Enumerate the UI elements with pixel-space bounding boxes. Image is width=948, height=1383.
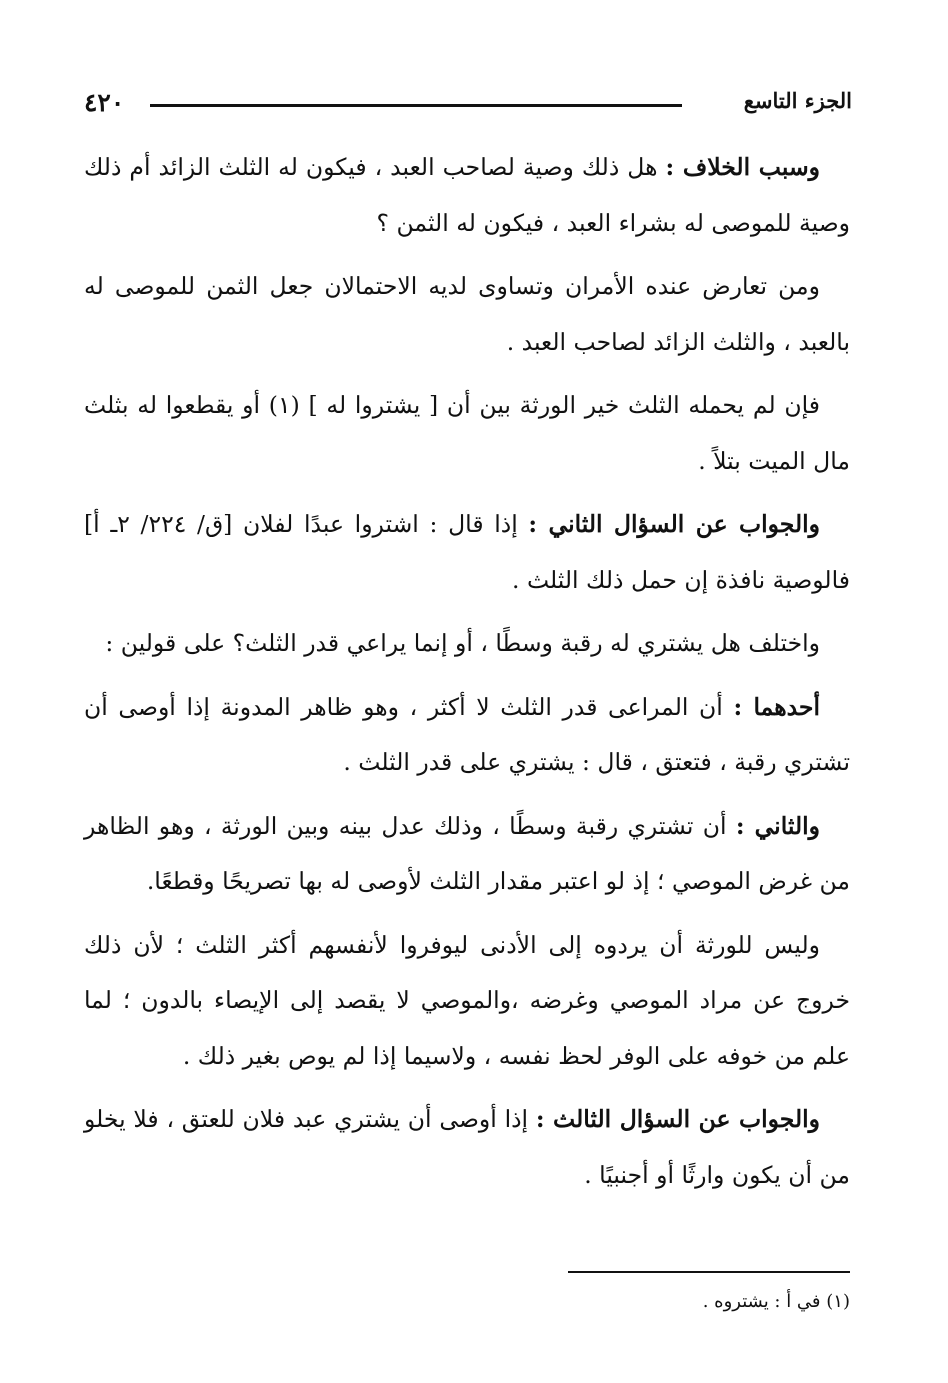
paragraph-text: واختلف هل يشتري له رقبة وسطًا ، أو إنما يراعي قدر الثلث؟ على قولين :	[105, 629, 820, 657]
paragraph-lead: والجواب عن السؤال الثاني :	[528, 510, 821, 538]
paragraph-lead: والجواب عن السؤال الثالث :	[535, 1105, 820, 1133]
paragraph	[84, 680, 850, 791]
paragraph-text: أن المراعى قدر الثلث لا أكثر ، وهو ظاهر المدونة إذا أوصى أن تشتري رقبة ، فتعتق ، قال : يشتري على قدر الثلث .	[84, 692, 850, 776]
page-number: ٤٢٠	[84, 88, 125, 117]
paragraph	[84, 1092, 850, 1203]
paragraph	[84, 140, 850, 251]
paragraph-text: ومن تعارض عنده الأمران وتساوى لديه الاحتمالان جعل الثمن للموصى له بالعبد ، والثلث الزائد لصاحب العبد .	[84, 272, 850, 356]
footnote-rule	[568, 1271, 850, 1273]
paragraph	[84, 799, 850, 910]
paragraph-lead: والثاني :	[735, 811, 820, 840]
paragraph-text: إذا أوصى أن يشتري عبد فلان للعتق ، فلا يخلو من أن يكون وارثًا أو أجنبيًا .	[84, 1105, 850, 1189]
paragraph-text: فإن لم يحمله الثلث خير الورثة بين أن [ يشتروا له ] (١) أو يقطعوا له بثلث مال الميت بتلاً .	[84, 391, 850, 475]
paragraph	[84, 497, 850, 608]
header-rule	[150, 104, 682, 107]
paragraph-lead: وسبب الخلاف :	[665, 153, 821, 181]
running-title: الجزء التاسع	[743, 88, 852, 113]
paragraph	[84, 259, 850, 370]
paragraph	[84, 918, 850, 1085]
footnote: (١) في أ : يشتروه .	[702, 1291, 850, 1312]
body-text	[84, 140, 850, 1211]
paragraph-lead: أحدهما :	[733, 692, 820, 721]
paragraph	[84, 616, 850, 672]
page-header	[84, 86, 852, 122]
paragraph-text: إذا قال : اشتروا عبدًا لفلان [ق/ ٢٢٤/ ٢ـ أ] فالوصية نافذة إن حمل ذلك الثلث .	[84, 510, 850, 594]
paragraph-text: هل ذلك وصية لصاحب العبد ، فيكون له الثلث الزائد أم ذلك وصية للموصى له بشراء العبد ، فيكون له الثمن ؟	[84, 153, 850, 237]
paragraph	[84, 378, 850, 489]
paragraph-text: وليس للورثة أن يردوه إلى الأدنى ليوفروا لأنفسهم أكثر الثلث ؛ لأن ذلك خروج عن مراد الموصي وغرضه ،والموصي لا يقصد إلى الإيصاء بالدون ؛ لما علم من خوفه على الوفر لحظ نفسه ، ولاسيما إذا لم يوص بغير ذلك .	[84, 930, 850, 1070]
paragraph-text: أن تشتري رقبة وسطًا ، وذلك عدل بينه وبين الورثة ، وهو الظاهر من غرض الموصي ؛ إذ لو اعتبر مقدار الثلث لأوصى له بها تصريحًا وقطعًا.	[84, 811, 850, 895]
